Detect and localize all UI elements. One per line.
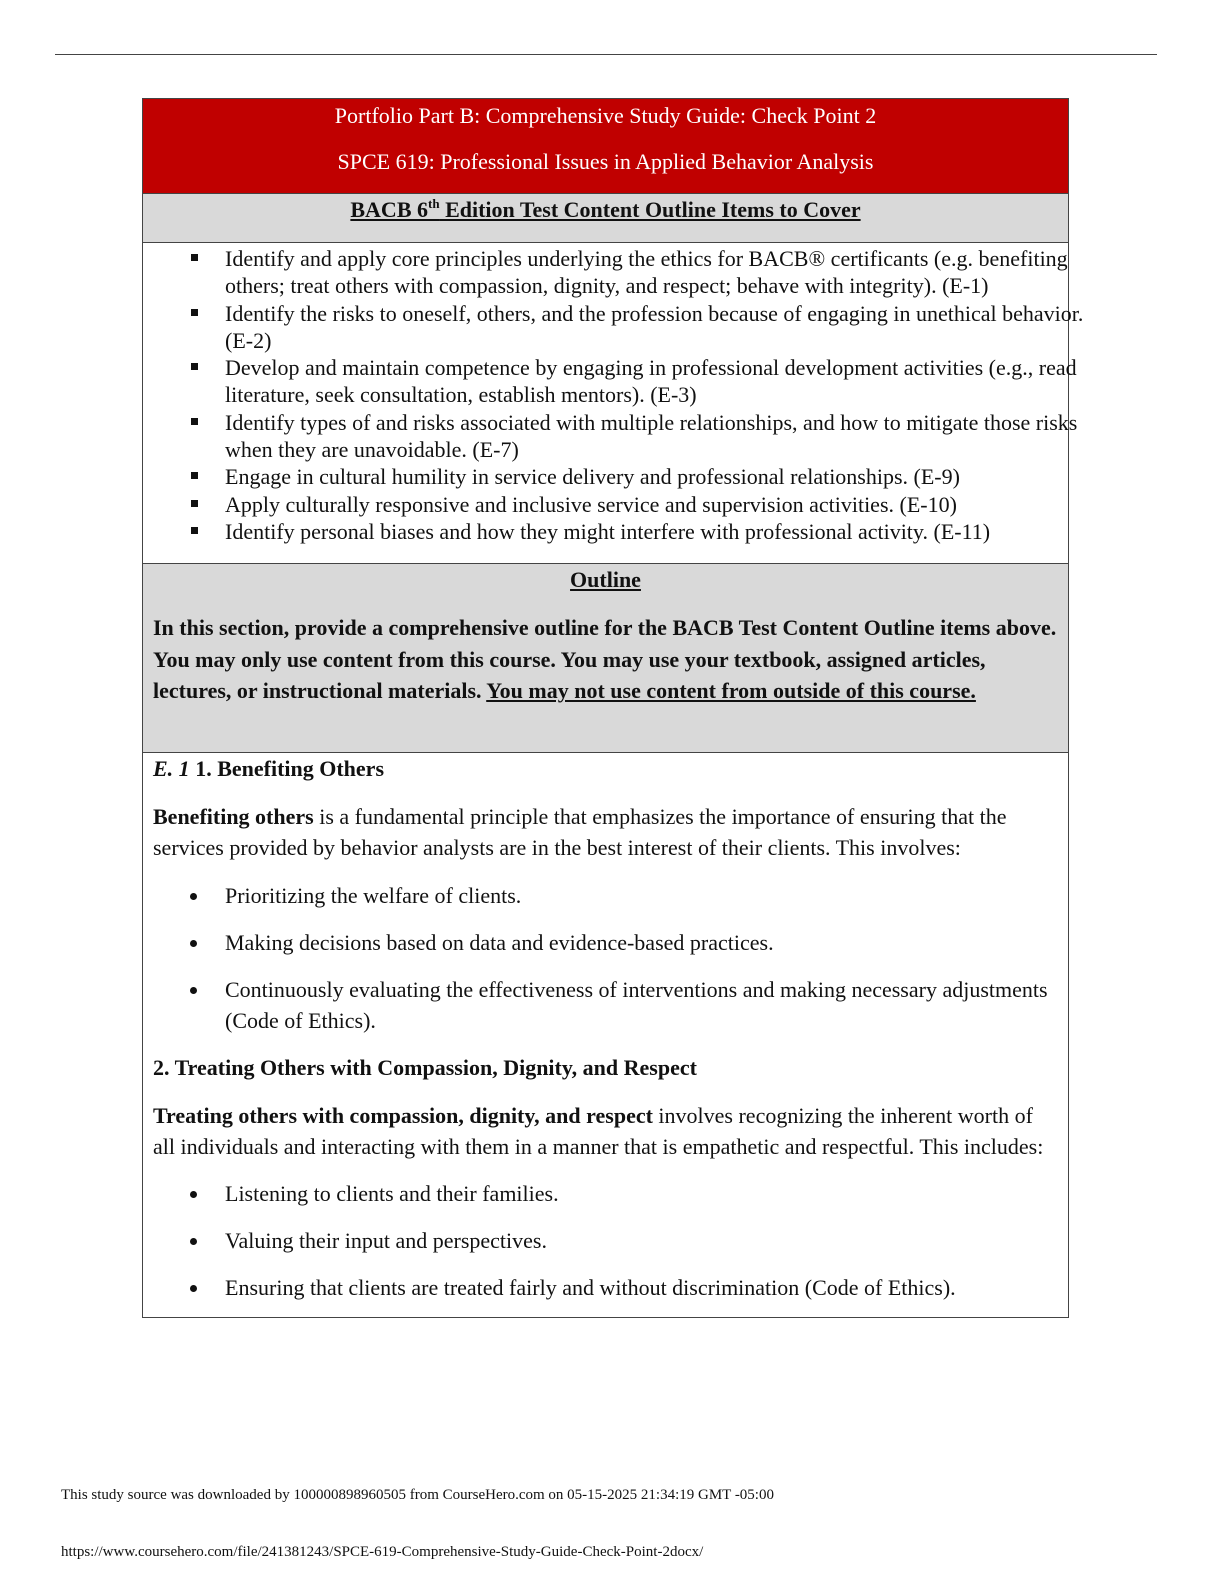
square-bullet-icon [191, 254, 198, 261]
list-item: Develop and maintain competence by engaging in professional development activities (e.g., read literature, seek consultation, establish mentors). (E-3) [143, 354, 1098, 409]
title-banner [143, 99, 1068, 194]
bullet-icon [190, 1238, 197, 1245]
list-item: Ensuring that clients are treated fairly and without discrimination (Code of Ethics). [153, 1272, 1058, 1303]
banner-title: Portfolio Part B: Comprehensive Study Guide: Check Point 2 [334, 103, 877, 128]
study-guide-table [142, 98, 1084, 1318]
bullet-icon [190, 1191, 197, 1198]
list-item: Identify the risks to oneself, others, and the profession because of engaging in unethical behavior. (E-2) [143, 300, 1098, 355]
list-item: Listening to clients and their families. [153, 1178, 1058, 1209]
section-paragraph: Benefiting others is a fundamental principle that emphasizes the importance of ensuring that the services provided by behavior analysts are in the best interest of their clients. This involves: [153, 804, 1007, 861]
section-prefix: E. 1 [153, 756, 190, 782]
outline-instructions: In this section, provide a comprehensive outline for the BACB Test Content Outline items above. You may only use content from this course. You may use your textbook, assigned articles, lectures, or instructional materials. You may not use content from outside of this course. [153, 615, 1057, 704]
square-bullet-icon [191, 527, 198, 534]
outline-title: Outline [570, 567, 641, 593]
list-item: Identify types of and risks associated with multiple relationships, and how to mitigate those risks when they are unavoidable. (E-7) [143, 409, 1098, 464]
tco-heading-post: Edition Test Content Outline Items to Cover [439, 197, 861, 222]
bullet-icon [190, 893, 197, 900]
list-item: Making decisions based on data and evidence-based practices. [153, 927, 1058, 958]
bullet-icon [190, 1285, 197, 1292]
square-bullet-icon [191, 309, 198, 316]
top-rule [55, 54, 1157, 55]
list-item: Apply culturally responsive and inclusive service and supervision activities. (E-10) [143, 491, 1098, 518]
square-bullet-icon [191, 472, 198, 479]
list-item: Valuing their input and perspectives. [153, 1225, 1058, 1256]
square-bullet-icon [191, 500, 198, 507]
download-notice: This study source was downloaded by 100000898960505 from CourseHero.com on 05-15-2025 21:34:19 GMT -05:00 [61, 1487, 774, 1503]
tco-item-list [143, 243, 1084, 564]
list-item: Prioritizing the welfare of clients. [153, 880, 1058, 911]
list-item: Identify and apply core principles underlying the ethics for BACB® certificants (e.g. benefiting others; treat others with compassion, dignity, and respect; behave with integrity). (E-1) [143, 245, 1098, 300]
outline-instructions-underlined: You may not use content from outside of this course. [486, 678, 976, 704]
square-bullet-icon [191, 363, 198, 370]
outline-section [143, 564, 1068, 753]
section-heading: 2. Treating Others with Compassion, Dignity, and Respect [153, 1054, 697, 1080]
section-paragraph: Treating others with compassion, dignity, and respect involves recognizing the inherent worth of all individuals and interacting with them in a manner that is empathetic and respectful. This includes: [153, 1102, 1044, 1159]
list-item: Continuously evaluating the effectiveness of interventions and making necessary adjustments (Code of Ethics). [153, 974, 1058, 1036]
section-heading: E. 1 1. Benefiting Others [153, 756, 385, 782]
square-bullet-icon [191, 418, 198, 425]
outline-content [143, 753, 1068, 1317]
bullet-icon [190, 940, 197, 947]
bullet-list [153, 880, 1058, 1036]
banner-course: SPCE 619: Professional Issues in Applied Behavior Analysis [337, 149, 874, 174]
tco-heading [143, 194, 1068, 243]
bullet-icon [190, 987, 197, 994]
tco-heading-sup: th [428, 196, 440, 211]
list-item: Engage in cultural humility in service delivery and professional relationships. (E-9) [143, 463, 1098, 490]
list-item: Identify personal biases and how they might interfere with professional activity. (E-11) [143, 518, 1098, 545]
source-url[interactable]: https://www.coursehero.com/file/241381243/SPCE-619-Comprehensive-Study-Guide-Check-Point-2docx/ [61, 1544, 704, 1560]
tco-heading-pre: BACB 6 [350, 197, 428, 222]
bullet-list [153, 1178, 1058, 1303]
